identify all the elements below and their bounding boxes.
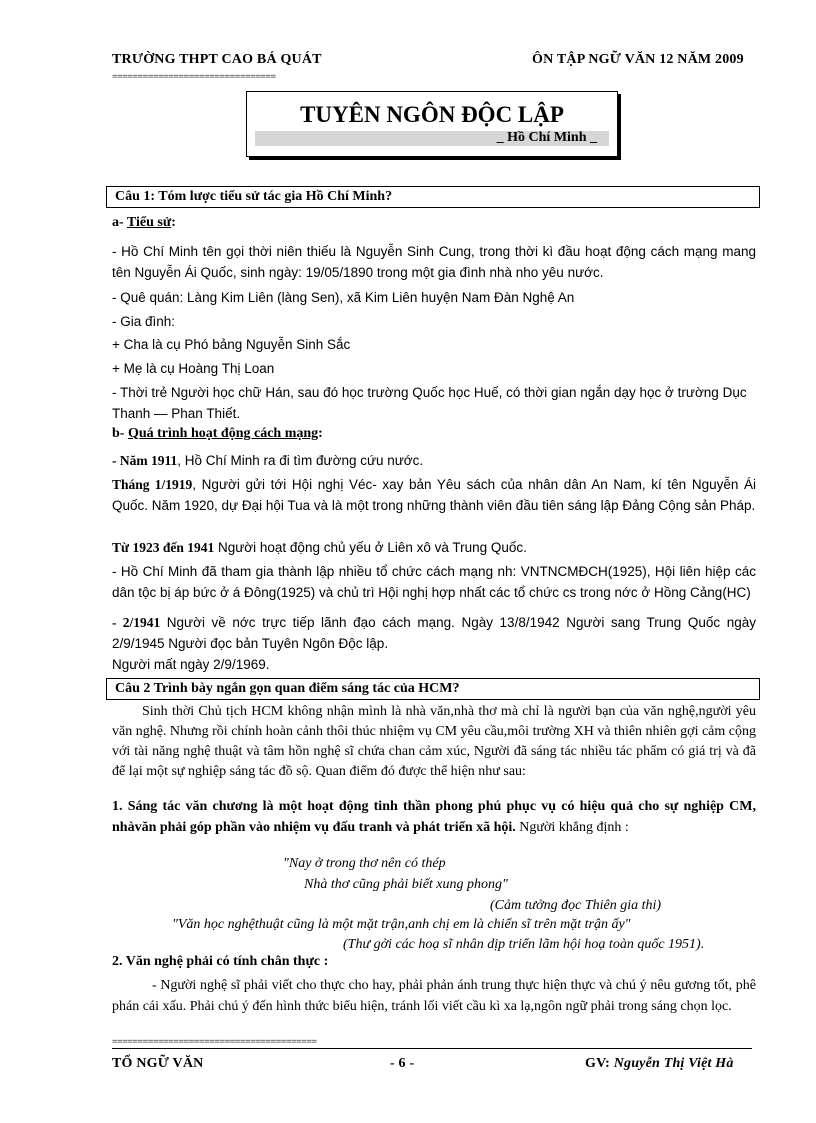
q2-point-2-text: - Người nghệ sĩ phải viết cho thực cho hay, phải phản ánh trung thực hiện thực và chú ý nêu gương tốt, phê phán cái xấu. Phải chú ý đến hình thức biểu hiện, tránh lối viết cầu kì xa lạ,ngôn ngữ phải trong sáng chọn lọc. [112,978,756,1014]
timeline-1923 [112,537,756,558]
timeline-1941-date: - 2/1941 [112,615,161,630]
section-a-label: Tiểu sử [126,215,172,230]
page-number: - 6 - [390,1056,415,1071]
school-name: TRƯỜNG THPT CAO BÁ QUÁT [112,52,322,67]
section-b-label: Quá trình hoạt động cách mạng [127,426,319,441]
bio-mother: + Mẹ là cụ Hoàng Thị Loan [112,361,275,376]
timeline-1919-text: , Người gửi tới Hội nghị Véc- xay bản Yêu sách của nhân dân An Nam, kí tên Nguyễn Ái Quốc. Năm 1920, dự Đại hội Tua và là một trong những thành viên đầu tiên sáng lập Đảng Cộng sản Pháp. [112,477,756,513]
teacher-name: Nguyễn Thị Việt Hà [613,1056,734,1071]
quote-line-3: "Văn học nghệthuật cũng là một mặt trận,anh chị em là chiến sĩ trên mặt trận ấy" [172,917,631,932]
timeline-1911-date: - Năm 1911 [112,453,178,468]
quote-source-2: (Thư gởi các hoạ sĩ nhân dịp triển lãm hội hoạ toàn quốc 1951). [343,937,705,952]
author-bar [255,131,609,146]
title-box [246,91,618,157]
section-b-prefix: b- [112,426,128,441]
course-title: ÔN TẬP NGỮ VĂN 12 NĂM 2009 [532,52,744,67]
timeline-1941-text: Người về nớc trực tiếp lãnh đạo cách mạng. Ngày 13/8/1942 Người sang Trung Quốc ngày 2/9/1945 Người đọc bản Tuyên Ngôn Độc lập. [112,615,757,651]
bio-family: - Gia đình: [112,314,176,329]
footer-rule: ======================================== [112,1037,317,1047]
page-title: TUYÊN NGÔN ĐỘC LẬP [300,102,564,127]
timeline-1941 [112,612,756,654]
quote-line-2: Nhà thơ cũng phải biết xung phong" [304,877,508,892]
bio-father: + Cha là cụ Phó bảng Nguyễn Sinh Sắc [112,337,351,352]
timeline-1923-date: Từ 1923 đến 1941 [112,540,215,555]
author-name: _ Hồ Chí Minh _ [496,130,597,145]
section-a-prefix: a- [112,215,127,230]
teacher-label: GV: [585,1056,614,1071]
quote-source-1: (Cảm tưởng đọc Thiên gia thi) [490,898,662,913]
section-a-colon: : [171,215,176,230]
timeline-death: Người mất ngày 2/9/1969. [112,657,270,672]
timeline-1911 [112,450,756,471]
timeline-organizations: - Hồ Chí Minh đã tham gia thành lập nhiều tổ chức cách mạng nh: VNTNCMĐCH(1925), Hội liên hiệp các dân tộc bị áp bức ở á Đông(1925) và chủ trì Hội nghị hợp nhất các tổ chức cs trong nớc ở Hồng Cảng(HC) [112,564,756,600]
q2-intro: Sinh thời Chủ tịch HCM không nhận mình là nhà văn,nhà thơ mà chỉ là người bạn của văn nghệ,người yêu văn nghệ. Nhưng rồi chính hoàn cảnh thôi thúc nhiệm vụ CM yêu cầu,môi trường XH và thiên nhiên gợi cảm cộng với tài năng nghệ thuật và tâm hồn nghệ sĩ chứa chan cảm xúc, Người đã sáng tác nhiều tác phẩm có giá trị và đã để lại một sự nghiệp sáng tác đồ sộ. Quan điểm đó được thể hiện như sau: [112,704,756,779]
bio-education: - Thời trẻ Người học chữ Hán, sau đó học trường Quốc học Huế, có thời gian ngắn dạy học ở trường Dục Thanh — Phan Thiết. [112,385,747,421]
footer-divider [112,1048,752,1049]
q2-point-2: 2. Văn nghệ phải có tính chân thực : [112,954,329,969]
question-2-heading: Câu 2 Trình bày ngắn gọn quan điểm sáng tác của HCM? [106,678,760,700]
bio-paragraph-1: - Hồ Chí Minh tên gọi thời niên thiếu là Nguyễn Sinh Cung, trong thời kì đầu hoạt động cách mạng mang tên Nguyễn Ái Quốc, sinh ngày: 19/05/1890 trong một gia đình nhà nho yêu nước. [112,244,756,280]
timeline-1919-date: Tháng 1/1919 [112,477,193,492]
footer-department: TỔ NGỮ VĂN [112,1056,204,1071]
quote-line-1: "Nay ở trong thơ nên có thép [283,856,446,871]
footer-teacher [585,1056,734,1072]
bio-hometown: - Quê quán: Làng Kim Liên (làng Sen), xã Kim Liên huyện Nam Đàn Nghệ An [112,290,575,305]
header-rule: ================================ [112,72,276,82]
timeline-1923-text: Người hoạt động chủ yếu ở Liên xô và Trung Quốc. [214,540,527,555]
question-1-heading: Câu 1: Tóm lược tiểu sử tác gia Hồ Chí Minh? [106,186,760,208]
section-b-colon: : [318,426,323,441]
q2-point-1 [112,796,756,838]
q2-point-1-title: 1. Sáng tác văn chương là một hoạt động tinh thần phong phú phục vụ có hiệu quả cho sự nghiệp CM, nhàvăn phải góp phần vào nhiệm vụ đấu tranh và phát triển xã hội. [112,799,756,835]
timeline-1919 [112,474,756,516]
section-a-heading [112,215,756,231]
timeline-1911-text: , Hồ Chí Minh ra đi tìm đường cứu nước. [177,453,424,468]
section-b-heading [112,426,756,442]
q2-point-1-text: Người khẳng định : [515,820,629,835]
